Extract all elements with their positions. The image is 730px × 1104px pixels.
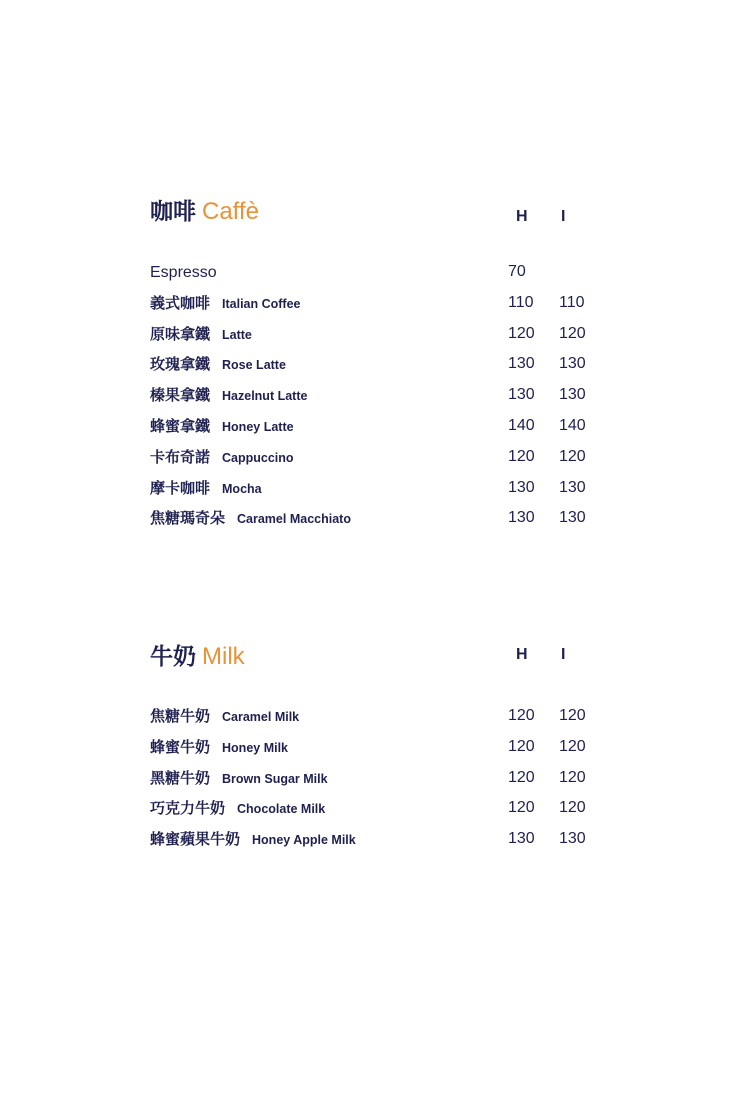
price-iced: 120 xyxy=(559,324,586,342)
price-iced: 120 xyxy=(559,799,586,817)
menu-item xyxy=(150,702,600,733)
price-hot: 120 xyxy=(508,447,535,465)
price-hot: 120 xyxy=(508,707,535,724)
item-name-en: Italian Coffee xyxy=(222,296,301,311)
item-name-zh: 榛果拿鐵 xyxy=(150,386,211,405)
item-name-zh: 玫瑰拿鐵 xyxy=(150,355,211,374)
price-hot: 110 xyxy=(508,293,534,311)
milk-header xyxy=(150,640,600,680)
price-hot: 120 xyxy=(508,737,535,755)
price-hot: 130 xyxy=(508,355,535,373)
menu-list xyxy=(150,258,600,535)
menu-item xyxy=(150,504,600,535)
item-name xyxy=(150,412,294,441)
menu-item xyxy=(150,258,600,289)
item-name xyxy=(150,320,252,349)
item-name xyxy=(150,733,288,762)
section-title-zh: 咖啡 xyxy=(150,199,196,225)
item-name xyxy=(150,825,356,854)
item-name xyxy=(150,764,328,793)
item-name xyxy=(150,381,307,410)
price-hot: 130 xyxy=(508,830,535,848)
price-iced: 120 xyxy=(559,447,586,465)
menu-item xyxy=(150,320,600,351)
item-name xyxy=(150,350,286,379)
item-name-zh: 焦糖牛奶 xyxy=(150,707,211,725)
section-title-en: Milk xyxy=(202,643,245,670)
menu-item xyxy=(150,443,600,474)
caffe-header xyxy=(150,195,600,235)
item-name xyxy=(150,702,299,731)
item-name-en: Cappuccino xyxy=(222,450,294,465)
item-name-en: Hazelnut Latte xyxy=(222,389,308,404)
caffe-section xyxy=(150,195,600,528)
item-name-en: Honey Milk xyxy=(222,740,289,755)
price-iced: 140 xyxy=(559,416,586,434)
price-iced: 130 xyxy=(559,386,586,404)
price-hot: 120 xyxy=(508,799,535,817)
price-iced: 130 xyxy=(559,355,586,373)
item-name xyxy=(150,443,294,472)
price-hot: 120 xyxy=(508,768,535,786)
menu-item xyxy=(150,764,600,795)
item-name-zh: 卡布奇諾 xyxy=(150,447,211,466)
item-name-zh: 原味拿鐵 xyxy=(150,324,211,343)
item-name-en: Chocolate Milk xyxy=(237,802,326,817)
price-iced: 120 xyxy=(559,768,586,786)
section-title-en: Caffè xyxy=(202,198,259,225)
column-header-hot: H xyxy=(516,208,528,225)
item-name xyxy=(150,794,325,823)
item-name-en: Brown Sugar Milk xyxy=(222,771,328,786)
column-header-iced: I xyxy=(561,646,566,663)
price-hot: 120 xyxy=(508,324,535,342)
column-header-hot: H xyxy=(516,646,528,663)
price-iced: 130 xyxy=(559,509,586,527)
price-hot: 70 xyxy=(508,263,526,280)
item-name xyxy=(150,289,301,318)
item-name-en: Caramel Milk xyxy=(222,710,300,724)
item-name-en: Honey Latte xyxy=(222,419,294,434)
item-name-zh: 焦糖瑪奇朵 xyxy=(150,509,226,528)
price-iced: 130 xyxy=(559,478,586,496)
item-name xyxy=(150,504,351,533)
item-name-zh: 蜂蜜牛奶 xyxy=(150,737,211,756)
column-header-iced: I xyxy=(561,208,566,225)
price-hot: 130 xyxy=(508,386,535,404)
item-name-en: Caramel Macchiato xyxy=(237,512,351,527)
price-iced: 110 xyxy=(559,293,585,311)
menu-item xyxy=(150,350,600,381)
item-name-zh: 黑糖牛奶 xyxy=(150,768,211,787)
item-name-en: Mocha xyxy=(222,481,262,496)
item-name xyxy=(150,474,262,503)
section-title xyxy=(150,640,245,674)
item-name-en: Espresso xyxy=(150,264,217,281)
price-iced: 130 xyxy=(559,830,586,848)
price-hot: 130 xyxy=(508,478,535,496)
price-hot: 130 xyxy=(508,509,535,527)
section-title xyxy=(150,195,259,229)
price-hot: 140 xyxy=(508,416,535,434)
item-name xyxy=(150,258,217,287)
item-name-zh: 巧克力牛奶 xyxy=(150,799,226,818)
menu-item xyxy=(150,825,600,856)
item-name-en: Latte xyxy=(222,327,252,342)
item-name-en: Honey Apple Milk xyxy=(252,833,356,848)
menu-item xyxy=(150,381,600,412)
menu-item xyxy=(150,794,600,825)
milk-section xyxy=(150,640,600,849)
section-title-zh: 牛奶 xyxy=(150,644,196,670)
item-name-zh: 蜂蜜蘋果牛奶 xyxy=(150,830,241,849)
menu-item xyxy=(150,474,600,505)
menu-item xyxy=(150,289,600,320)
price-iced: 120 xyxy=(559,707,586,724)
item-name-zh: 蜂蜜拿鐵 xyxy=(150,416,211,435)
menu-item xyxy=(150,412,600,443)
item-name-zh: 摩卡咖啡 xyxy=(150,478,211,497)
menu-item xyxy=(150,733,600,764)
item-name-zh: 義式咖啡 xyxy=(150,293,211,312)
price-iced: 120 xyxy=(559,737,586,755)
menu-list xyxy=(150,702,600,856)
item-name-en: Rose Latte xyxy=(222,358,286,373)
